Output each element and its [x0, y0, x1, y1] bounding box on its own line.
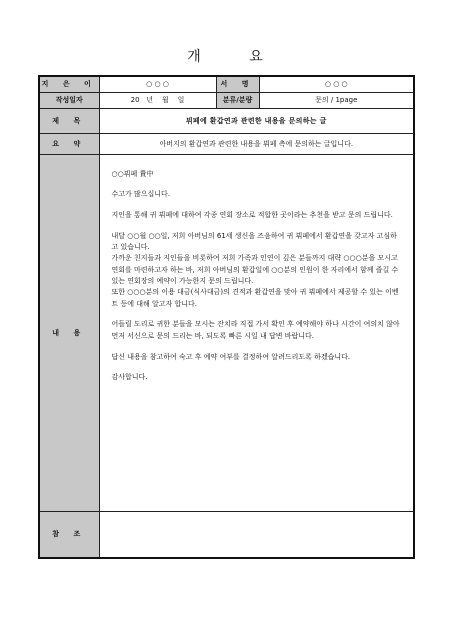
content-label: 내 용: [39, 154, 99, 511]
sign-label: 서 명: [216, 76, 259, 92]
author-label: 지 은 이: [39, 76, 99, 92]
summary-label: 요 약: [39, 133, 99, 154]
subject-label: 제 목: [39, 108, 99, 133]
body-paragraph-5: 답신 내용을 참고하여 숙고 후 예약 여부를 결정하여 알려드리도록 하겠습니다.: [111, 352, 351, 361]
date-label: 작성일자: [39, 92, 99, 108]
date-value: 20 년 월 일: [99, 92, 216, 108]
summary-value: 아버지의 환갑연과 관련한 내용을 뷔페 측에 문의하는 글입니다.: [99, 133, 414, 154]
category-value: 문의 / 1page: [259, 92, 414, 108]
reference-value: [99, 511, 414, 558]
closing-line: 감사합니다.: [111, 373, 148, 382]
body-paragraph-3: 또한 ○○○분의 이용 대금(식사대금)의 견적과 환갑연을 맞아 귀 뷔페에서 제공할 수 있는 이벤트 등에 대해 알고자 합니다.: [111, 288, 399, 308]
reference-label: 참 조: [39, 511, 99, 558]
body-paragraph-4: 어들릴 도리로 귀한 분들을 모시는 잔치라 직접 가서 확인 후 예약해야 하나 시간이 여의치 않아 먼저 서신으로 문의 드리는 바, 되도록 빠른 시일 내 답변 바랍니다.: [111, 320, 400, 340]
greeting-line: 수고가 많으십니다.: [111, 190, 171, 199]
author-value: ○ ○ ○: [99, 76, 216, 92]
subject-value: 뷔페에 환갑연과 관련한 내용을 문의하는 글: [99, 108, 414, 133]
page-title: 개 요: [187, 49, 285, 65]
document-table: [38, 75, 415, 559]
sign-value: ○ ○ ○: [259, 76, 414, 92]
intro-paragraph: 지인을 통해 귀 뷔페에 대하여 각종 연회 장소로 적합한 곳이라는 추천을 받고 문의 드립니다.: [111, 211, 393, 220]
body-paragraph-1: 내달 ○○월 ○○일, 저희 아버님의 61세 생신을 즈음하여 귀 뷔페에서 환갑연을 갖고자 고심하고 있습니다.: [111, 231, 397, 252]
category-label: 분류/분량: [216, 92, 259, 108]
recipient-line: ○○뷔페 貴中: [111, 169, 154, 178]
body-paragraph-2: 가까운 친지들과 지인들을 비롯하여 저희 가족과 인연이 깊은 분들까지 대략 ○○○분을 모시고 연회를 마련하고자 하는 바, 저희 아버님의 환갑일에 ○○분의 인원이 한 자리에서 함께 즐길 수 있는 연회장의 예약이 가능한지 문의 드립니다.: [111, 254, 399, 286]
content-body: [99, 154, 414, 511]
